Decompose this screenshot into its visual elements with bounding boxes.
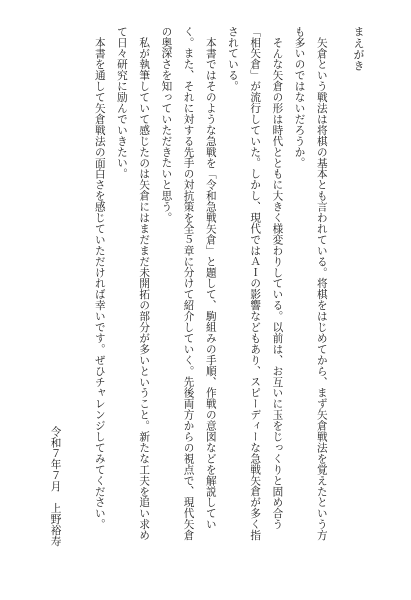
paragraph-5: 本書を通して矢倉戦法の面白さを感じていただければ幸いです。ぜひチャレンジしてみてください。 xyxy=(93,36,106,530)
preface-heading: まえがき xyxy=(352,26,365,72)
paragraph-3: 本書ではそのような急戦を「令和急戦矢倉」と題して、駒組みの手順、作戦の意図などを解説していく。また、それに対する先手の対抗策を全５章に分けて紹介していく。先後両方からの視点で、現代矢倉の奥深さを知っていただきたいと思う。 xyxy=(160,26,217,541)
preface-text-block xyxy=(44,26,369,546)
paragraph-4: 私が執筆していて感じたのは矢倉にはまだまだ未開拓の部分が多いということ。新たな工夫を追い求めて日々研究に励んでいきたい。 xyxy=(115,26,151,541)
blank-line xyxy=(67,26,89,546)
paragraph-1: 矢倉という戦法は将棋の基本とも言われている。将棋をはじめてから、まず矢倉戦法を覚えたという方も多いのではないだろうか。 xyxy=(293,26,328,541)
signature: 令和７年７月 上野裕寿 xyxy=(49,425,62,546)
paragraph-2: そんな矢倉の形は時代とともに大きく様変わりしている。以前は、お互いに玉をじっくりと固め合う「相矢倉」が流行していた。しかし、現代ではＡＩの影響などもあり、スピーディーな急戦矢倉が多く指されている。 xyxy=(226,26,284,541)
